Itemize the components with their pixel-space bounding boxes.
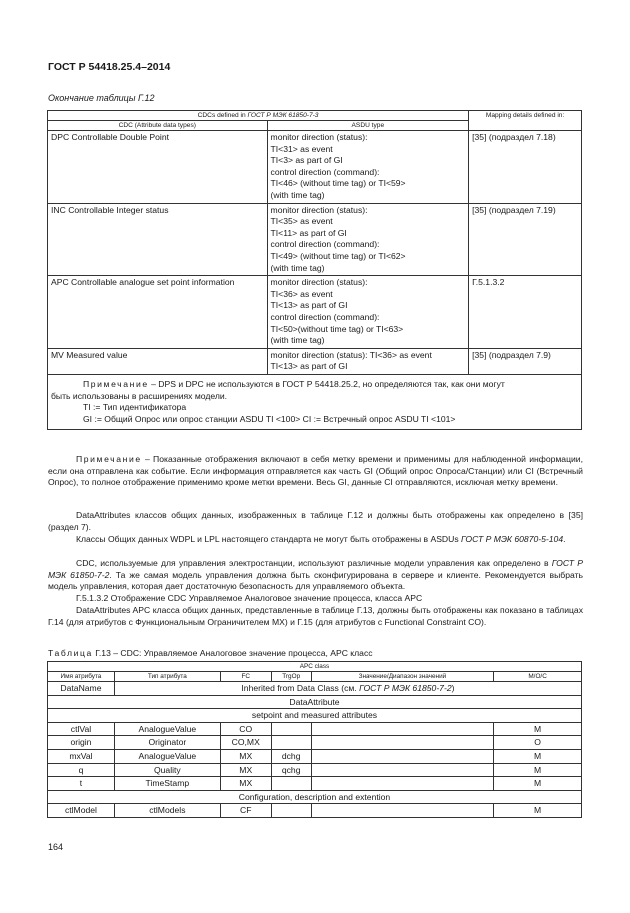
asdu-line: TI<49> (without time tag) or TI<62>: [270, 250, 406, 261]
section-heading: [48, 593, 583, 605]
cdc-cell: APC Controllable analogue set point information: [48, 276, 268, 349]
attr-type-cell: ctlModels: [114, 804, 220, 818]
note-label: Примечание: [76, 454, 142, 464]
section-heading-text: Г.5.1.3.2 Отображение CDC Управляемое Аналоговое значение процесса, класса APC: [76, 593, 423, 603]
table1-top-header-row: [48, 111, 582, 121]
fc-cell: CF: [220, 804, 271, 818]
paragraph: [48, 558, 583, 593]
standard-reference: ГОСТ Р МЭК 60870-5-104: [461, 534, 564, 544]
asdu-line: (with time tag): [270, 189, 325, 200]
standard-reference: ГОСТ Р МЭК 61850-7-2: [359, 683, 452, 693]
attr-type-cell: TimeStamp: [114, 777, 220, 791]
trgop-cell: [271, 722, 311, 736]
section-configuration: Configuration, description and extention: [48, 790, 582, 804]
fc-cell: MX: [220, 777, 271, 791]
attr-type-cell: Quality: [114, 763, 220, 777]
asdu-line: monitor direction (status): TI<36> as event: [270, 349, 432, 360]
section-row: [48, 709, 582, 723]
paragraph-text: . Та же самая модель управления должна быть сконфигурирована в сервере и клиенте. Рекомендуется выбрать модель управления, которая дает достаточную безопасность для управляемого объекта.: [48, 569, 583, 592]
dataname-cell: DataName: [48, 682, 115, 696]
asdu-line: monitor direction (status):: [270, 132, 368, 142]
header-attr-name: Имя атрибута: [48, 672, 115, 682]
value-cell: [311, 777, 494, 791]
attr-name-cell: t: [48, 777, 115, 791]
paragraph-text: CDC, используемые для управления электростанции, используют различные модели управления как определено в: [76, 558, 552, 568]
table-row: [48, 276, 582, 349]
asdu-line: TI<36> as event: [270, 288, 333, 299]
asdu-line: monitor direction (status):: [270, 277, 368, 288]
note-line: быть использованы в расширениях модели.: [51, 390, 228, 401]
attr-type-cell: AnalogueValue: [114, 722, 220, 736]
value-cell: [311, 736, 494, 750]
asdu-cell: [267, 131, 469, 204]
page-number: 164: [48, 842, 64, 852]
paragraph-text: DataAttributes классов общих данных, изображенных в таблице Г.12 и должны быть отображены как определено в [35] (раздел 7).: [48, 510, 583, 532]
header-asdu: ASDU type: [267, 121, 469, 131]
table1-note-row: [48, 374, 582, 429]
table-row: [48, 131, 582, 204]
table2-caption-text: Г.13 – CDC: Управляемое Аналоговое значение процесса, APC класс: [95, 648, 373, 658]
asdu-line: control direction (command):: [270, 239, 380, 250]
asdu-line: TI<50>(without time tag) or TI<63>: [270, 323, 404, 334]
attr-name-cell: mxVal: [48, 749, 115, 763]
table-row: [48, 763, 582, 777]
note-line: [51, 379, 578, 391]
moc-cell: M: [494, 749, 582, 763]
header-fc: FC: [220, 672, 271, 682]
dataname-row: [48, 682, 582, 696]
table-row: [48, 722, 582, 736]
fc-cell: CO,MX: [220, 736, 271, 750]
asdu-line: control direction (command):: [270, 166, 380, 177]
note-text: – Показанные отображения включают в себя метку времени и применимы для наблюденной информации, если она отправлена как событие. Если информация отправляется как часть GI (Общий опрос Опроса/Станции) или CI (Встречный Опрос), то полное отображение применимо кроме метки времени. Весь GI, данные CI отправляются, исключая метку времени.: [48, 454, 583, 488]
paragraph-text: DataAttributes APC класса общих данных, представленные в таблице Г.13, должны быть отображены как показано в таблицах Г.14 (для атрибутов с Функциональным Ограничителем MX) и Г.15 (для атрибутов с Functional Constraint CO).: [48, 605, 583, 627]
body-note: [48, 454, 583, 489]
asdu-cell: [267, 276, 469, 349]
asdu-line: TI<31> as event: [270, 143, 333, 154]
header-attr-type: Тип атрибута: [114, 672, 220, 682]
trgop-cell: dchg: [271, 749, 311, 763]
note-label: Примечание: [83, 378, 149, 389]
trgop-cell: qchg: [271, 763, 311, 777]
paragraph-text: .: [563, 534, 566, 544]
moc-cell: M: [494, 722, 582, 736]
trgop-cell: [271, 777, 311, 791]
asdu-line: TI<3> as part of GI: [270, 155, 343, 166]
header-cdc: CDC (Attribute data types): [48, 121, 268, 131]
value-cell: [311, 749, 494, 763]
asdu-line: (with time tag): [270, 335, 325, 346]
value-cell: [311, 722, 494, 736]
apc-class-table: [47, 661, 582, 818]
cdc-mapping-table: [47, 110, 582, 430]
mapping-cell: [35] (подраздел 7.9): [469, 348, 582, 374]
table-row: [48, 203, 582, 276]
table2-caption: [48, 648, 583, 660]
moc-cell: O: [494, 736, 582, 750]
paragraph: [48, 510, 583, 533]
asdu-line: TI<35> as event: [270, 216, 333, 227]
table2-header-row: [48, 672, 582, 682]
trgop-cell: [271, 804, 311, 818]
asdu-line: monitor direction (status):: [270, 204, 368, 215]
table-row: [48, 804, 582, 818]
header-moc: M/O/C: [494, 672, 582, 682]
moc-cell: M: [494, 777, 582, 791]
paragraph-text: Классы Общих данных WDPL и LPL настоящего стандарта не могут быть отображены в ASDUs: [76, 534, 462, 544]
header-mapping-details: Mapping details defined in:: [469, 111, 582, 131]
attr-type-cell: AnalogueValue: [114, 749, 220, 763]
moc-cell: M: [494, 804, 582, 818]
standard-reference: ГОСТ Р МЭК 61850-7-2: [48, 558, 583, 580]
table2-caption-label: Таблица: [48, 648, 93, 658]
cdc-cell: DPC Controllable Double Point: [48, 131, 268, 204]
section-setpoint: setpoint and measured attributes: [48, 709, 582, 723]
header-cdcs-defined: CDCs defined in ГОСТ Р МЭК 61850-7-3: [48, 111, 469, 121]
table-row: [48, 348, 582, 374]
asdu-line: TI<11> as part of GI: [270, 227, 347, 238]
mapping-cell: [35] (подраздел 7.19): [469, 203, 582, 276]
cdc-cell: MV Measured value: [48, 348, 268, 374]
value-cell: [311, 804, 494, 818]
asdu-line: (with time tag): [270, 262, 325, 273]
inherited-text: ): [451, 683, 455, 693]
attr-type-cell: Originator: [114, 736, 220, 750]
asdu-line: TI<13> as part of GI: [270, 300, 348, 311]
cdc-cell: INC Controllable Integer status: [48, 203, 268, 276]
section-row: [48, 695, 582, 709]
table-row: [48, 749, 582, 763]
paragraph: [48, 605, 583, 628]
trgop-cell: [271, 736, 311, 750]
apc-class-title-row: [48, 662, 582, 672]
section-row: [48, 790, 582, 804]
fc-cell: CO: [220, 722, 271, 736]
table-row: [48, 777, 582, 791]
asdu-line: TI<13> as part of GI: [270, 361, 348, 372]
inherited-text: Inherited from Data Class (см.: [241, 683, 360, 693]
asdu-cell: [267, 203, 469, 276]
mapping-cell: [35] (подраздел 7.18): [469, 131, 582, 204]
attr-name-cell: q: [48, 763, 115, 777]
note-text: – DPS и DPC не используются в ГОСТ Р 54418.25.2, но определяются так, как они могут: [151, 378, 505, 389]
table-row: [48, 736, 582, 750]
paragraph: [48, 534, 583, 546]
value-cell: [311, 763, 494, 777]
header-trgop: TrgOp: [271, 672, 311, 682]
mapping-cell: Г.5.1.3.2: [469, 276, 582, 349]
fc-cell: MX: [220, 763, 271, 777]
table1-note: [48, 374, 582, 429]
attr-name-cell: ctlModel: [48, 804, 115, 818]
note-line: TI := Тип идентификатора: [83, 402, 187, 413]
attr-name-cell: ctlVal: [48, 722, 115, 736]
apc-class-title: APC class: [48, 662, 582, 672]
table1-caption: Окончание таблицы Г.12: [48, 93, 155, 103]
asdu-line: control direction (command):: [270, 311, 380, 322]
attr-name-cell: origin: [48, 736, 115, 750]
dataname-inherited: [114, 682, 581, 696]
section-dataattribute: DataAttribute: [48, 695, 582, 709]
asdu-line: TI<46> (without time tag) or TI<59>: [270, 178, 406, 189]
fc-cell: MX: [220, 749, 271, 763]
moc-cell: M: [494, 763, 582, 777]
asdu-cell: [267, 348, 469, 374]
header-value-range: Значение/Диапазон значений: [311, 672, 494, 682]
document-header: ГОСТ Р 54418.25.4–2014: [48, 61, 171, 73]
note-line: GI := Общий Опрос или опрос станции ASDU TI <100> CI := Встречный опрос ASDU TI <101>: [83, 414, 456, 425]
